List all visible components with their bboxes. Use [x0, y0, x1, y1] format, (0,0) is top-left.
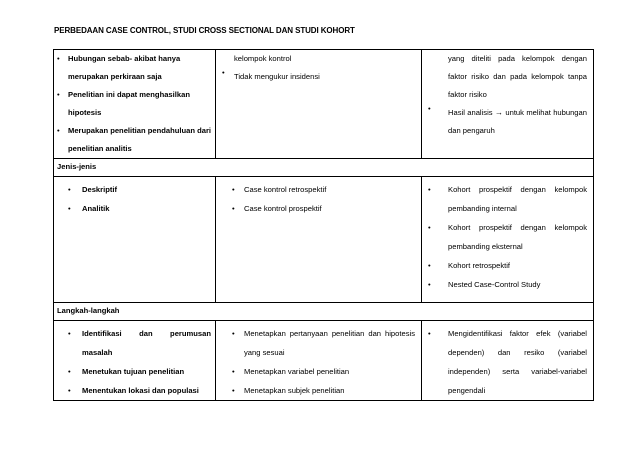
list-item — [422, 218, 593, 256]
section-row — [54, 303, 594, 321]
bullet-icon: • — [232, 386, 235, 395]
table-cell — [422, 177, 594, 303]
list-item-text-start: Hasil analisis — [448, 108, 493, 117]
list-item — [216, 362, 421, 381]
list-item-text: Menetapkan subjek penelitian — [244, 386, 345, 395]
list-item — [54, 381, 215, 400]
bullet-list — [54, 180, 215, 218]
list-item — [216, 68, 421, 86]
bullet-list — [216, 68, 421, 86]
list-item — [422, 104, 593, 140]
list-item-text: Kohort prospektif dengan kelompok pembanding internal — [448, 185, 587, 213]
bullet-list — [216, 180, 421, 218]
bullet-icon: • — [57, 126, 60, 135]
list-item-text: Tidak mengukur insidensi — [234, 72, 320, 81]
continued-text: yang diteliti pada kelompok dengan faktor risiko dan pada kelompok tanpa faktor risiko — [448, 54, 587, 99]
list-item-text-end: untuk melihat hubungan dan pengaruh — [448, 108, 587, 135]
table-cell — [54, 50, 216, 159]
list-item-text: Menetapkan variabel penelitian — [244, 367, 350, 376]
list-item-text: Menetapkan pertanyaan penelitian dan hipotesis yang sesuai — [244, 329, 415, 357]
comparison-table — [53, 49, 594, 401]
list-item — [54, 50, 215, 86]
list-item-text: Kohort retrospektif — [448, 261, 511, 270]
list-item — [422, 275, 593, 294]
list-item — [54, 324, 215, 362]
list-item — [216, 381, 421, 400]
table-cell — [216, 321, 422, 401]
table-cell — [54, 177, 216, 303]
list-item-text: Hubungan sebab- akibat hanya merupakan perkiraan saja — [68, 54, 181, 81]
list-item-text: Case kontrol retrospektif — [244, 185, 327, 194]
bullet-icon: • — [68, 329, 71, 338]
table-row — [54, 321, 594, 401]
bullet-icon: • — [428, 261, 431, 270]
table-cell — [216, 50, 422, 159]
list-item-text: Case kontrol prospektif — [244, 204, 322, 213]
list-item-text: Penelitian ini dapat menghasilkan hipotesis — [68, 90, 190, 117]
bullet-icon: • — [68, 367, 71, 376]
list-item — [216, 180, 421, 199]
bullet-icon: • — [428, 185, 431, 194]
bullet-icon: • — [68, 204, 71, 213]
bullet-list — [422, 324, 593, 400]
bullet-icon: • — [68, 185, 71, 194]
list-item-text: Menetukan tujuan penelitian — [82, 367, 185, 376]
bullet-icon: • — [57, 54, 60, 63]
table-row — [54, 50, 594, 159]
table-row — [54, 177, 594, 303]
bullet-list — [54, 50, 215, 158]
list-item — [54, 122, 215, 158]
continued-text: kelompok kontrol — [234, 54, 292, 63]
list-item — [54, 86, 215, 122]
bullet-list — [54, 324, 215, 400]
bullet-icon: • — [232, 367, 235, 376]
list-item-text: Kohort prospektif dengan kelompok pembanding eksternal — [448, 223, 587, 251]
table-cell — [422, 321, 594, 401]
bullet-icon: • — [68, 386, 71, 395]
list-item-text — [422, 104, 593, 140]
list-item — [216, 324, 421, 362]
bullet-icon: • — [428, 280, 431, 289]
list-item-text: Nested Case-Control Study — [448, 280, 541, 289]
bullet-list — [216, 324, 421, 400]
list-item — [422, 256, 593, 275]
bullet-icon: • — [232, 204, 235, 213]
list-item-text: Analitik — [82, 204, 110, 213]
list-item — [54, 180, 215, 199]
list-item — [54, 199, 215, 218]
bullet-icon: • — [428, 104, 431, 113]
list-item — [422, 180, 593, 218]
section-heading: Jenis-jenis — [54, 159, 594, 177]
list-item-text: Deskriptif — [82, 185, 118, 194]
arrow-right-icon: → — [494, 108, 503, 117]
section-row — [54, 159, 594, 177]
table-cell — [54, 321, 216, 401]
bullet-list — [422, 104, 593, 140]
list-item-text: Mengidentifikasi faktor efek (variabel dependen) dan resiko (variabel independen) serta variabel-variabel pengendali — [448, 329, 587, 395]
bullet-list — [422, 180, 593, 294]
bullet-icon: • — [222, 68, 225, 77]
bullet-icon: • — [428, 223, 431, 232]
bullet-icon: • — [232, 185, 235, 194]
list-item-text: Merupakan penelitian pendahuluan dari penelitian analitis — [68, 126, 212, 153]
bullet-icon: • — [232, 329, 235, 338]
list-item — [54, 362, 215, 381]
list-item-text: Identifikasi dan perumusan masalah — [82, 329, 211, 357]
table-cell — [422, 50, 594, 159]
list-item — [216, 199, 421, 218]
section-heading: Langkah-langkah — [54, 303, 594, 321]
table-cell — [216, 177, 422, 303]
list-item-text: Menentukan lokasi dan populasi — [82, 386, 199, 395]
list-item — [422, 324, 593, 400]
document-title: PERBEDAAN CASE CONTROL, STUDI CROSS SECTIONAL DAN STUDI KOHORT — [54, 26, 355, 35]
bullet-icon: • — [428, 329, 431, 338]
bullet-icon: • — [57, 90, 60, 99]
